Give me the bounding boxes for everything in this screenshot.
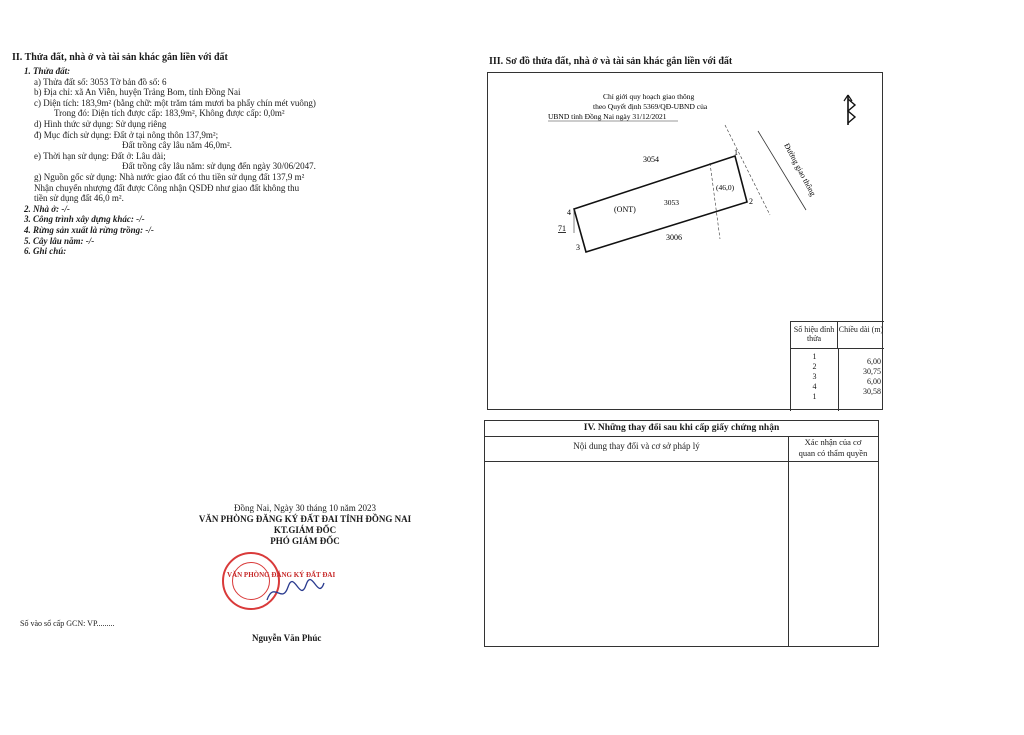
line-use-form: d) Hình thức sử dụng: Sử dụng riêng: [34, 118, 167, 129]
sign-office: VĂN PHÒNG ĐĂNG KÝ ĐẤT ĐAI TỈNH ĐỒNG NAI: [198, 514, 412, 524]
stamp-text: VĂN PHÒNG ĐĂNG KÝ ĐẤT ĐAI: [227, 571, 336, 579]
vertex-label-2: 2: [749, 197, 753, 206]
section3-title: III. Sơ đồ thửa đất, nhà ở và tài sản khác gắn liền với đất: [489, 56, 733, 67]
vertex-label-4: 4: [567, 208, 571, 217]
table-vertex: 4: [812, 382, 817, 391]
vertex-length-table: [790, 321, 884, 411]
line-parcel-number: a) Thửa đất số: 3053 Tờ bản đồ số: 6: [34, 76, 167, 87]
table-row: [791, 352, 838, 402]
table-length: 6,00: [867, 357, 881, 366]
landuse-label: (ONT): [614, 205, 636, 214]
line-term-2: Đất trồng cây lâu năm: sử dụng đến ngày 30/06/2047.: [122, 161, 316, 172]
approval-line-2: quan có thẩm quyền: [798, 448, 868, 458]
line-area: c) Diện tích: 183,9m² (bằng chữ: một trăm tám mươi ba phẩy chín mét vuông): [34, 97, 316, 108]
line-purpose: đ) Mục đích sử dụng: Đất ở tại nông thôn 137,9m²;: [34, 129, 219, 140]
road-label: Đường giao thông: [782, 141, 818, 198]
parcel-diagram-frame: [487, 72, 883, 410]
table-length: 6,00: [867, 377, 881, 386]
section2-title: II. Thửa đất, nhà ở và tài sản khác gắn liền với đất: [12, 52, 228, 63]
table-header-vertex: Số hiệu đỉnh thửa: [791, 322, 838, 349]
item-planted-forest: 4. Rừng sản xuất là rừng trồng: -/-: [24, 224, 154, 235]
line-origin-3: tiền sử dụng đất 46,0 m².: [34, 193, 124, 204]
table-length: 30,75: [863, 367, 881, 376]
table-vertex: 1: [812, 352, 817, 361]
table-length: 30,58: [863, 387, 881, 396]
table-row: [839, 357, 881, 397]
item-perennial: 5. Cây lâu năm: -/-: [24, 235, 95, 246]
table-vertex: 1: [812, 392, 817, 401]
parcel-details: [24, 66, 316, 257]
item-other-construction: 3. Công trình xây dựng khác: -/-: [24, 214, 145, 225]
approval-line-1: Xác nhận của cơ: [804, 437, 862, 447]
line-term: e) Thời hạn sử dụng: Đất ở: Lâu dài;: [34, 150, 166, 161]
line-origin-2: Nhận chuyển nhượng đất được Công nhận QSDĐ như giao đất không thu: [34, 182, 300, 193]
table-vertex: 3: [812, 372, 817, 381]
serial-number: Số vào sổ cấp GCN: VP.........: [20, 619, 115, 628]
item-house: 2. Nhà ở: -/-: [24, 203, 70, 214]
changes-column-approval: [788, 437, 878, 459]
handwritten-signature: [262, 575, 332, 610]
parcel-north-label: 3054: [643, 155, 659, 164]
planning-note-1: Chỉ giới quy hoạch giao thông: [603, 92, 695, 101]
north-arrow-icon: [844, 95, 855, 125]
signer-name: Nguyễn Văn Phúc: [252, 633, 322, 643]
line-address: b) Địa chỉ: xã An Viễn, huyện Trảng Bom, tỉnh Đồng Nai: [34, 87, 241, 98]
parcel-self-label: 3053: [664, 198, 679, 207]
line-origin: g) Nguồn gốc sử dụng: Nhà nước giao đất có thu tiền sử dụng đất 137,9 m²: [34, 171, 305, 182]
line-area-granted: Trong đó: Diện tích được cấp: 183,9m², Không được cấp: 0,0m²: [54, 108, 285, 119]
section4-title: IV. Những thay đổi sau khi cấp giấy chứng nhận: [583, 423, 780, 433]
signature-block: [170, 503, 440, 547]
table-vertex: 2: [812, 362, 817, 371]
parcel-south-label: 3006: [666, 233, 682, 242]
parcel-boundary: [574, 156, 747, 252]
planning-note-2: theo Quyết định 5369/QĐ-UBND của: [593, 102, 708, 111]
line-purpose-2: Đất trồng cây lâu năm 46,0m².: [122, 140, 232, 151]
changes-table: [484, 420, 879, 647]
sign-role-2: PHÓ GIÁM ĐỐC: [270, 536, 340, 546]
table-header-length: Chiều dài (m): [838, 322, 884, 349]
item-land-heading: 1. Thửa đất:: [24, 66, 71, 76]
item-notes: 6. Ghi chú:: [24, 246, 67, 257]
vertex-label-3: 3: [576, 243, 580, 252]
planning-note-3: UBND tỉnh Đồng Nai ngày 31/12/2021: [548, 112, 667, 121]
sign-role-1: KT.GIÁM ĐỐC: [273, 525, 337, 535]
sign-date: Đồng Nai, Ngày 30 tháng 10 năm 2023: [234, 503, 376, 513]
parcel-west-label: 71: [558, 224, 566, 233]
planning-line: [710, 163, 720, 239]
changes-column-content: Nội dung thay đổi và cơ sở pháp lý: [573, 441, 700, 451]
area-note-label: (46,0): [716, 183, 735, 192]
vertex-label-1: 1: [734, 148, 738, 157]
